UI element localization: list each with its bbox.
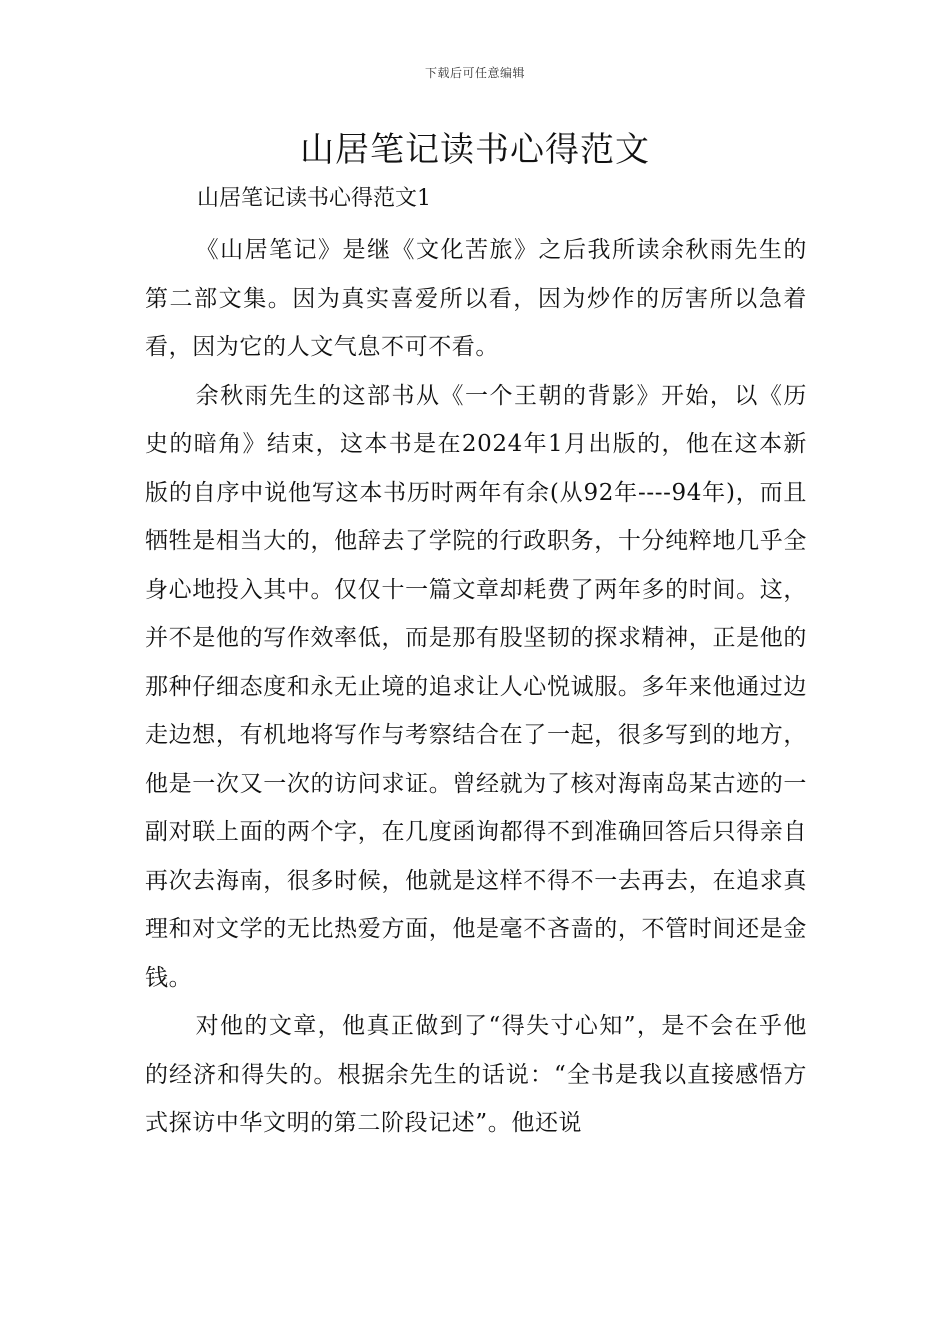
body-paragraph-2: 余秋雨先生的这部书从《一个王朝的背影》开始，以《历史的暗角》结束，这本书是在2024年1月出版的，他在这本新版的自序中说他写这本书历时两年有余(从92年----94年)，而且牺牲是相当大的，他辞去了学院的行政职务，十分纯粹地几乎全身心地投入其中。仅仅十一篇文章却耗费了两年多的时间。这，并不是他的写作效率低，而是那有股坚韧的探求精神，正是他的那种仔细态度和永无止境的追求让人心悦诚服。多年来他通过边走边想，有机地将写作与考察结合在了一起，很多写到的地方，他是一次又一次的访问求证。曾经就为了核对海南岛某古迹的一副对联上面的两个字，在几度函询都得不到准确回答后只得亲自再次去海南，很多时候，他就是这样不得不一去再去，在追求真理和对文学的无比热爱方面，他是毫不吝啬的，不管时间还是金钱。 <box>145 382 807 991</box>
body-paragraph-3: 对他的文章，他真正做到了“得失寸心知”，是不会在乎他的经济和得失的。根据余先生的话说：“全书是我以直接感悟方式探访中华文明的第二阶段记述”。他还说 <box>145 1013 807 1136</box>
document-subtitle: 山居笔记读书心得范文1 <box>197 186 431 211</box>
document-body <box>145 226 807 1148</box>
body-paragraph-1: 《山居笔记》是继《文化苦旅》之后我所读余秋雨先生的第二部文集。因为真实喜爱所以看，因为炒作的厉害所以急着看，因为它的人文气息不可不看。 <box>145 237 807 360</box>
document-title: 山居笔记读书心得范文 <box>300 130 650 170</box>
page-header-note: 下载后可任意编辑 <box>424 66 525 80</box>
